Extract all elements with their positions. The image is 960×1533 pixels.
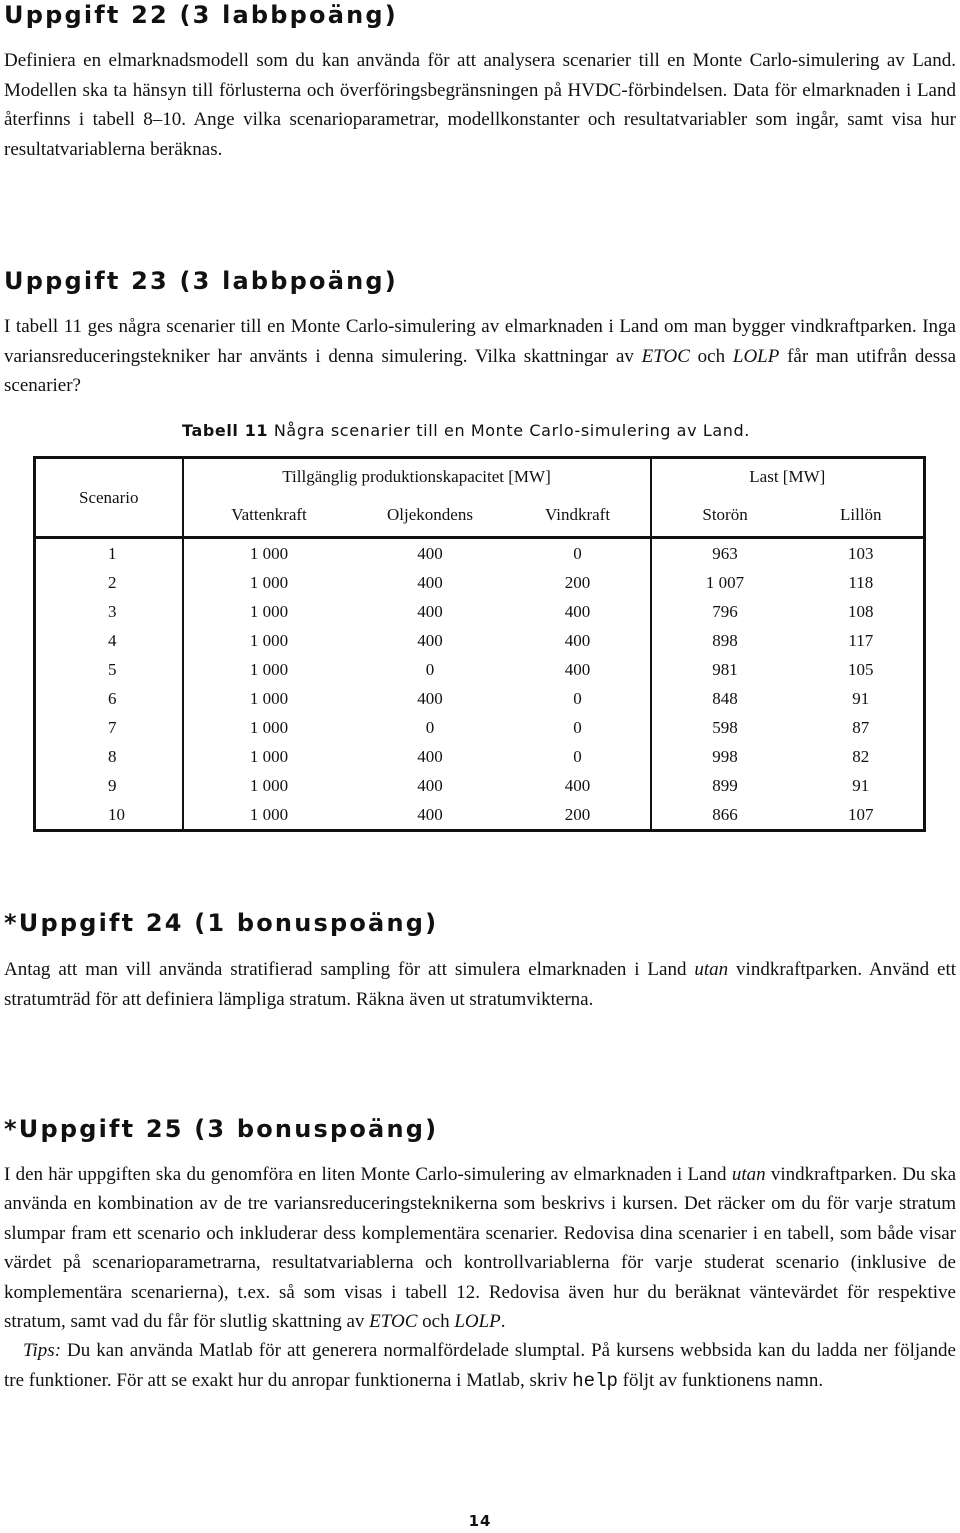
heading-uppgift-22: Uppgift 22 (3 labbpoäng) [4, 1, 398, 29]
table-row [35, 742, 925, 771]
table-cell: 400 [417, 573, 443, 592]
table-cell: 400 [506, 626, 651, 655]
help-command: help [572, 1369, 618, 1392]
table-cell: 1 000 [249, 776, 289, 795]
table-cell: 1 000 [249, 631, 289, 650]
table-cell: 1 000 [249, 660, 289, 679]
table-cell: 400 [417, 631, 443, 650]
table-row [35, 626, 925, 655]
scenario-number-cell: 1 [35, 538, 183, 569]
table-cell: 107 [848, 805, 874, 824]
table-caption-label: Tabell 11 [182, 421, 269, 440]
table-row [35, 655, 925, 684]
column-header: Oljekondens [387, 505, 473, 524]
column-header: Vindkraft [506, 494, 651, 538]
lolp-term: LOLP [732, 345, 780, 367]
header-scenario: Scenario [35, 458, 183, 538]
etoc-term: ETOC [369, 1311, 418, 1333]
heading-uppgift-23: Uppgift 23 (3 labbpoäng) [4, 267, 398, 295]
scenario-number-cell: 3 [35, 597, 183, 626]
table-cell: 0 [506, 713, 651, 742]
table-cell: 866 [712, 805, 738, 824]
header-capacity-group: Tillgänglig produktionskapacitet [MW] [183, 458, 651, 495]
table-cell: 400 [417, 776, 443, 795]
table-cell: 0 [506, 538, 651, 569]
table-cell: 899 [712, 776, 738, 795]
u23-text-2: får man utifrån dessa scenarier? [4, 345, 956, 397]
tips-end: följt av funktionens namn. [617, 1369, 824, 1391]
table-cell: 998 [712, 747, 738, 766]
scenario-number-cell: 10 [35, 800, 183, 831]
table-caption [182, 420, 750, 442]
heading-uppgift-25: *Uppgift 25 (3 bonuspoäng) [4, 1115, 439, 1143]
table-cell: 1 000 [249, 689, 289, 708]
column-header: Storön [702, 505, 748, 524]
table-cell: 105 [848, 660, 874, 679]
u25-och: och [417, 1311, 455, 1333]
paragraph-uppgift-23 [4, 312, 956, 401]
table-cell: 87 [852, 718, 870, 737]
tips-text: Du kan använda Matlab för att generera normalfördelade slumptal. På kursens webbsida kan du ladda ner följande tre funktioner. För att se exakt hur du anropar funktionerna i Matlab, skriv [4, 1340, 956, 1391]
u24-text-1: Antag att man vill använda stratifierad sampling för att simulera elmarknaden i Land [4, 959, 695, 980]
table-cell: 598 [712, 718, 738, 737]
table-cell: 1 000 [249, 805, 289, 824]
utan-term: utan [694, 959, 729, 980]
table-cell: 848 [712, 689, 738, 708]
table-cell: 91 [852, 776, 870, 795]
scenario-number-cell: 7 [35, 713, 183, 742]
table-cell: 1 000 [249, 573, 289, 592]
u23-och: och [689, 345, 733, 367]
table-cell: 0 [425, 718, 435, 737]
table-cell: 400 [506, 771, 651, 800]
table-cell: 118 [848, 573, 874, 592]
table-cell: 400 [506, 655, 651, 684]
u23-text-1: I tabell 11 ges några scenarier till en Monte Carlo-simulering av elmarknaden i Land om man bygger vindkraftparken. Inga variansreduceringstekniker har använts i denna simulering. Vilka skattningar av [4, 316, 956, 367]
table-row [35, 538, 925, 569]
table-caption-text: Några scenarier till en Monte Carlo-simulering av Land. [273, 421, 750, 440]
scenario-number-cell: 4 [35, 626, 183, 655]
table-row [35, 800, 925, 831]
table-cell: 400 [417, 747, 443, 766]
table-cell: 200 [506, 568, 651, 597]
table-cell: 796 [712, 602, 738, 621]
page-number: 14 [468, 1512, 492, 1530]
table-cell: 400 [417, 544, 443, 563]
table-row [35, 713, 925, 742]
u25-text-1: I den här uppgiften ska du genomföra en liten Monte Carlo-simulering av elmarknaden i Land [4, 1164, 732, 1185]
table-cell: 400 [417, 805, 443, 824]
table-cell: 963 [712, 544, 738, 563]
table-cell: 1 000 [249, 747, 289, 766]
column-header: Lillön [840, 505, 882, 524]
paragraph-uppgift-24 [4, 955, 956, 1014]
heading-uppgift-24: *Uppgift 24 (1 bonuspoäng) [4, 909, 439, 937]
table-cell: 103 [848, 544, 874, 563]
scenario-number-cell: 8 [35, 742, 183, 771]
scenario-number-cell: 6 [35, 684, 183, 713]
paragraph-uppgift-22: Definiera en elmarknadsmodell som du kan använda för att analysera scenarier till en Monte Carlo-simulering av Land. Modellen ska ta hänsyn till förlusterna och överföringsbegränsningen på HVDC-förbindelsen. Data för elmarknaden i Land återfinns i tabell 8–10. Ange vilka scenarioparametrar, modellkonstanter och resultatvariabler som ingår, samt visa hur resultatvariablerna beräknas. [4, 50, 956, 160]
table-cell: 0 [425, 660, 435, 679]
lolp-term: LOLP [454, 1311, 501, 1333]
table-cell: 898 [712, 631, 738, 650]
table-row [35, 597, 925, 626]
table-cell: 117 [848, 631, 874, 650]
column-header: Vattenkraft [231, 505, 307, 524]
table-row [35, 771, 925, 800]
u25-end: . [500, 1311, 506, 1333]
table-body [35, 538, 925, 831]
u25-text-2: vindkraftparken. Du ska använda en kombination av de tre variansreduceringsteknikerna som beskrivs i kursen. Det räcker om du för varje stratum slumpar fram ett scenario och inkluderar dess komplementära scenarier. Redovisa dina scenarier i en tabell, som både visar värdet på scenarioparametrarna, resultatvariablerna och kontrollvariablerna för varje studerat scenario (inklusive de komplementära scenarierna), t.ex. så som visas i tabell 12. Redovisa även hur du beräknat väntevärdet för respektive stratum, samt vad du får för slutlig skattning av [4, 1164, 957, 1333]
table-cell: 0 [506, 684, 651, 713]
utan-term: utan [731, 1164, 766, 1185]
table-cell: 400 [506, 597, 651, 626]
table-cell: 108 [848, 602, 874, 621]
table-cell: 981 [712, 660, 738, 679]
u24-text-2: vindkraftparken. Använd ett stratumträd för att definiera lämpliga stratum. Räkna även ut stratumvikterna. [4, 959, 957, 1010]
table-cell: 82 [852, 747, 870, 766]
table-cell: 1 000 [249, 718, 289, 737]
tips-label: Tips: [23, 1340, 62, 1362]
scenario-table [33, 456, 926, 832]
table-cell: 1 000 [249, 602, 289, 621]
header-load-group: Last [MW] [749, 467, 826, 486]
table-cell: 200 [506, 800, 651, 831]
table-cell: 1 000 [249, 544, 289, 563]
table-cell: 400 [417, 602, 443, 621]
scenario-number-cell: 5 [35, 655, 183, 684]
paragraph-uppgift-25 [4, 1160, 956, 1396]
scenario-number-cell: 2 [35, 568, 183, 597]
table-cell: 91 [852, 689, 870, 708]
table-cell: 400 [417, 689, 443, 708]
table-cell: 0 [506, 742, 651, 771]
table-row [35, 568, 925, 597]
table-row [35, 684, 925, 713]
table-cell: 1 007 [705, 573, 745, 592]
scenario-number-cell: 9 [35, 771, 183, 800]
etoc-term: ETOC [641, 345, 690, 367]
